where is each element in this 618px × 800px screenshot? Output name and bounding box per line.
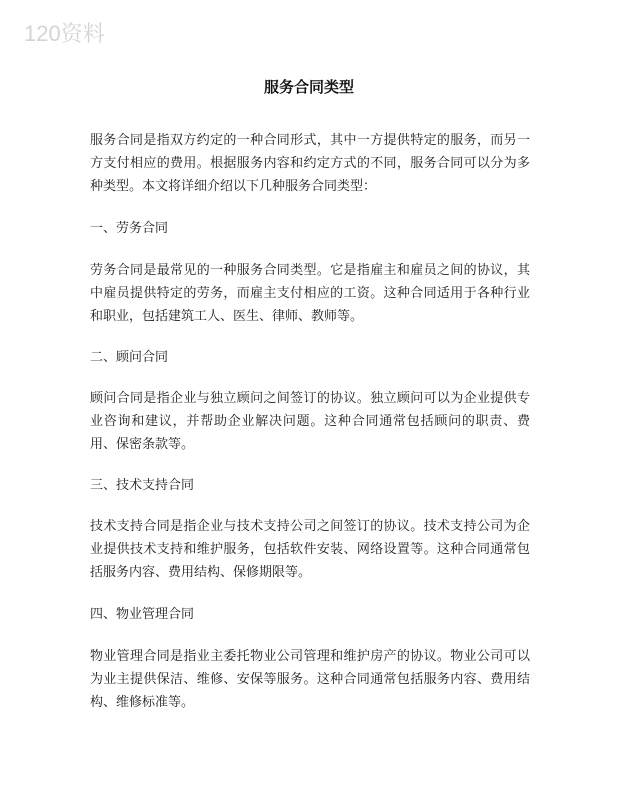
intro-paragraph: 服务合同是指双方约定的一种合同形式，其中一方提供特定的服务，而另一方支付相应的费用。根据服务内容和约定方式的不同，服务合同可以分为多种类型。本文将详细介绍以下几种服务合同类型： [90, 133, 530, 194]
section-body-property: 物业管理合同是指业主委托物业公司管理和维护房产的协议。物业公司可以为业主提供保洁、维修、安保等服务。这种合同通常包括服务内容、费用结构、维修标准等。 [90, 649, 530, 710]
section-heading-property: 四、物业管理合同 [90, 607, 195, 622]
section-body-consultant: 顾问合同是指企业与独立顾问之间签订的协议。独立顾问可以为企业提供专业咨询和建议，并帮助企业解决问题。这种合同通常包括顾问的职责、费用、保密条款等。 [90, 391, 530, 452]
document-title: 服务合同类型 [263, 78, 354, 96]
watermark: 120资料 [24, 21, 105, 46]
section-heading-tech-support: 三、技术支持合同 [90, 478, 195, 493]
section-heading-labor: 一、劳务合同 [90, 221, 169, 236]
section-body-labor: 劳务合同是最常见的一种服务合同类型。它是指雇主和雇员之间的协议，其中雇员提供特定的劳务，而雇主支付相应的工资。这种合同适用于各种行业和职业，包括建筑工人、医生、律师、教师等。 [90, 263, 530, 324]
section-heading-consultant: 二、顾问合同 [90, 350, 169, 365]
section-body-tech-support: 技术支持合同是指企业与技术支持公司之间签订的协议。技术支持公司为企业提供技术支持和维护服务，包括软件安装、网络设置等。这种合同通常包括服务内容、费用结构、保修期限等。 [90, 519, 530, 580]
